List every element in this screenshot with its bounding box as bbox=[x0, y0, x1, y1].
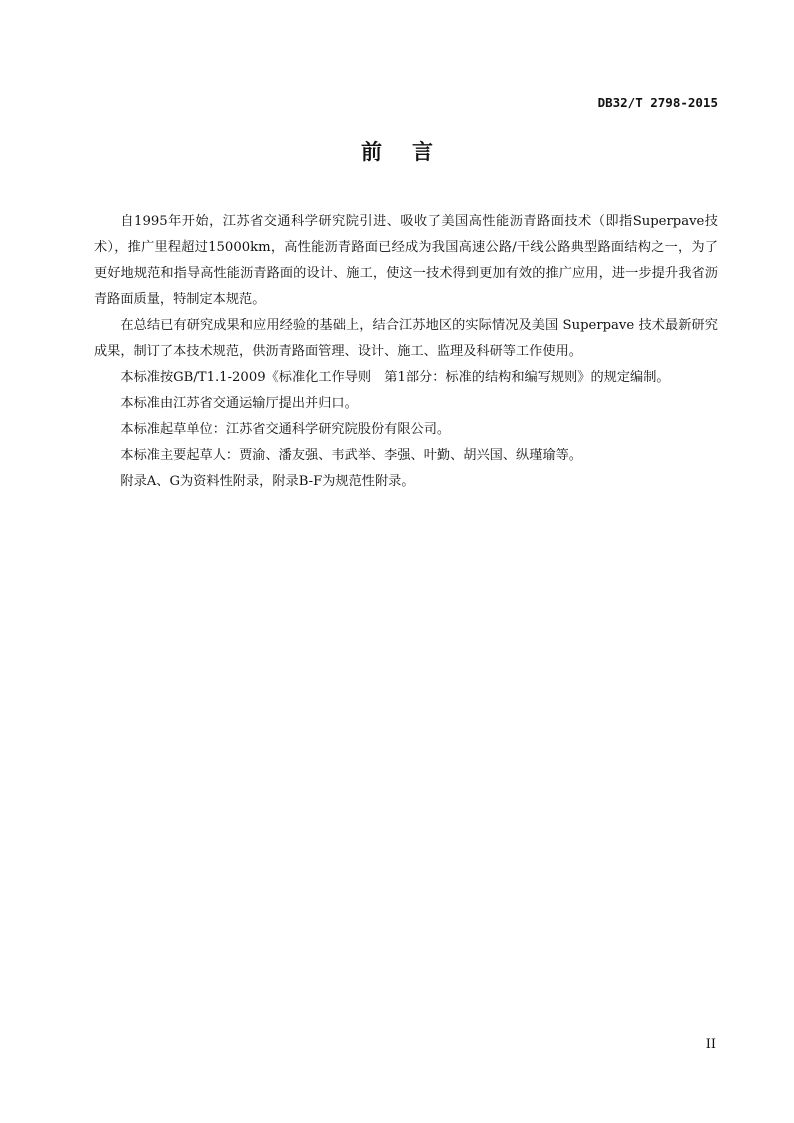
paragraph-proposer: 本标准由江苏省交通运输厅提出并归口。 bbox=[120, 396, 358, 411]
paragraph-drafters: 本标准主要起草人：贾渝、潘友强、韦武举、李强、叶勤、胡兴国、纵瑾瑜等。 bbox=[120, 448, 582, 463]
page-number: II bbox=[705, 1037, 716, 1052]
paragraph-appendices: 附录A、G为资料性附录，附录B-F为规范性附录。 bbox=[120, 474, 415, 489]
document-code: DB32/T 2798-2015 bbox=[597, 95, 718, 110]
paragraph-purpose: 在总结已有研究成果和应用经验的基础上，结合江苏地区的实际情况及美国 Superpave 技术最新研究成果，制订了本技术规范，供沥青路面管理、设计、施工、监理及科研等工作使用。 bbox=[94, 318, 718, 359]
page-title bbox=[0, 136, 794, 166]
title-char-1: 前 bbox=[361, 140, 382, 164]
paragraph-drafting-rules: 本标准按GB/T1.1-2009《标准化工作导则 第1部分：标准的结构和编写规则》的规定编制。 bbox=[120, 370, 670, 385]
paragraph-intro: 自1995年开始，江苏省交通科学研究院引进、吸收了美国高性能沥青路面技术（即指Superpave技术），推广里程超过15000km，高性能沥青路面已经成为我国高速公路/干线公路典型路面结构之一，为了更好地规范和指导高性能沥青路面的设计、施工，使这一技术得到更加有效的推广应用，进一步提升我省沥青路面质量，特制定本规范。 bbox=[94, 214, 718, 307]
foreword-body bbox=[94, 209, 718, 495]
title-char-2: 言 bbox=[412, 140, 433, 164]
paragraph-drafting-unit: 本标准起草单位：江苏省交通科学研究院股份有限公司。 bbox=[120, 422, 451, 437]
